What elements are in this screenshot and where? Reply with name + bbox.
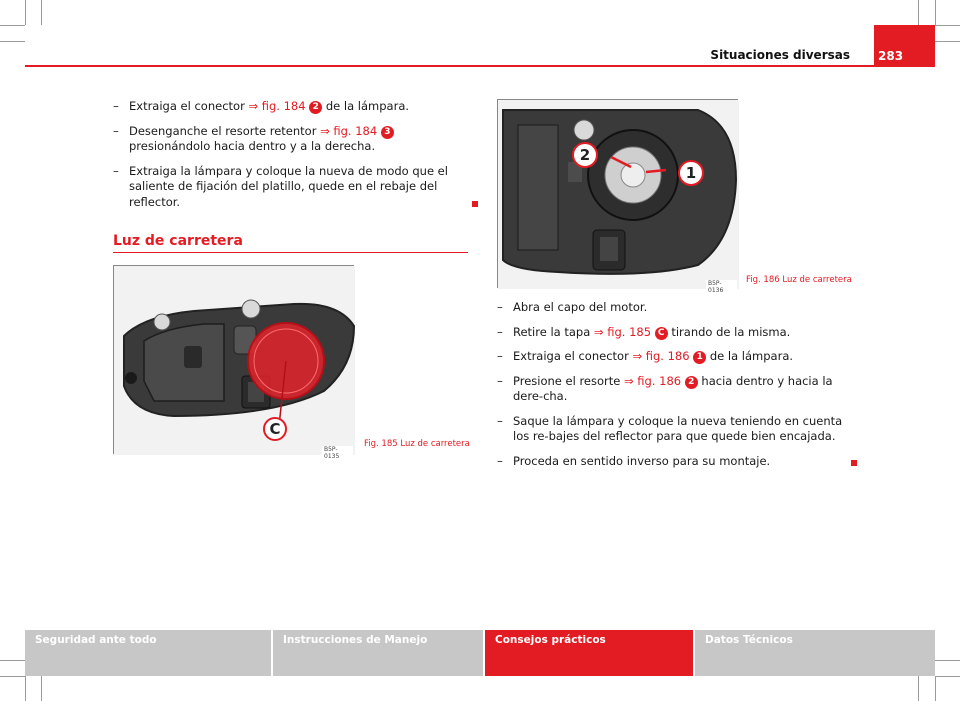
figure-185-image	[113, 265, 354, 460]
callout-1: 1	[678, 160, 704, 186]
headlamp-rear-illustration	[114, 266, 355, 455]
step-text: Retire la tapa	[513, 324, 594, 339]
dash-bullet: –	[497, 413, 503, 428]
crop-mark	[918, 0, 919, 25]
callout-marker: 1	[693, 351, 706, 364]
step-text: Extraiga el conector	[129, 99, 249, 113]
step-text: presionándolo hacia dentro y a la derecha.	[129, 139, 376, 153]
dash-bullet: –	[113, 99, 119, 113]
figure-reference-link[interactable]: ⇒ fig. 184	[248, 99, 306, 113]
step-item	[497, 325, 857, 341]
step-text: de la lámpara.	[706, 349, 794, 363]
callout-2: 2	[572, 142, 598, 168]
dash-bullet: –	[497, 349, 503, 363]
crop-mark	[0, 676, 25, 677]
crop-mark	[41, 0, 42, 25]
footer-tab-seguridad[interactable]: Seguridad ante todo	[25, 630, 271, 676]
step-item	[497, 454, 857, 470]
figure-reference-link[interactable]: ⇒ fig. 186	[624, 373, 682, 388]
crop-mark	[935, 676, 960, 677]
right-steps	[497, 300, 857, 478]
dash-bullet: –	[497, 300, 503, 314]
step-text: Desenganche el resorte retentor	[129, 123, 321, 138]
crop-mark	[41, 676, 42, 701]
step-item	[497, 414, 857, 445]
header-rule	[25, 65, 935, 67]
dash-bullet: –	[113, 163, 119, 178]
end-of-section-mark	[851, 460, 857, 466]
crop-mark	[935, 676, 936, 701]
dash-bullet: –	[113, 123, 119, 138]
running-header: Situaciones diversas	[710, 48, 850, 62]
left-steps	[113, 99, 478, 219]
step-text: Proceda en sentido inverso para su montaje.	[513, 453, 771, 468]
crop-mark	[935, 25, 960, 26]
step-text: Presione el resorte	[513, 373, 624, 388]
callout-marker: C	[655, 327, 668, 340]
step-item	[497, 374, 857, 405]
crop-mark	[935, 660, 960, 661]
figure-186-image	[497, 99, 738, 294]
figure-reference-link[interactable]: ⇒ fig. 186	[632, 349, 690, 363]
callout-marker: 2	[685, 376, 698, 389]
crop-mark	[0, 660, 25, 661]
page-number-tab	[874, 25, 935, 67]
footer-tab-consejos[interactable]: Consejos prácticos	[485, 630, 693, 676]
step-text: Extraiga el conector	[513, 349, 633, 363]
crop-mark	[935, 41, 960, 42]
dash-bullet: –	[497, 453, 503, 468]
callout-marker: 2	[309, 101, 322, 114]
figure-reference-link[interactable]: ⇒ fig. 185	[593, 324, 652, 339]
footer-tab-datos[interactable]: Datos Técnicos	[695, 630, 935, 676]
step-text: Extraiga la lámpara y coloque la nueva de modo que el saliente de fijación del platillo, quede en el rebaje del reflector.	[129, 163, 448, 209]
section-heading: Luz de carretera	[113, 233, 468, 253]
headlamp-bulb-illustration	[498, 100, 739, 289]
step-text: tirando de la misma.	[667, 324, 791, 339]
figure-code: B5P-0136	[706, 280, 737, 294]
crop-mark	[935, 0, 936, 25]
step-text: de la lámpara.	[322, 99, 410, 113]
step-text: hacia dentro y hacia la dere-cha.	[513, 373, 833, 403]
step-text: Abra el capo del motor.	[513, 300, 648, 314]
crop-mark	[25, 0, 26, 25]
callout-marker: 3	[381, 126, 394, 139]
crop-mark	[25, 676, 26, 701]
footer-tab-instrucciones[interactable]: Instrucciones de Manejo	[273, 630, 483, 676]
dash-bullet: –	[497, 324, 503, 339]
step-item	[497, 300, 857, 316]
end-of-section-mark	[472, 201, 478, 207]
crop-mark	[0, 41, 25, 42]
step-text: Saque la lámpara y coloque la nueva teniendo en cuenta los re-bajes del reflector para que quede bien encajada.	[513, 413, 843, 443]
callout-c: C	[263, 417, 287, 441]
crop-mark	[0, 25, 25, 26]
figure-185-caption: Fig. 185 Luz de carretera	[364, 439, 470, 449]
page-number: 283	[878, 49, 904, 63]
figure-reference-link[interactable]: ⇒ fig. 184	[320, 123, 378, 138]
step-item	[113, 99, 478, 115]
dash-bullet: –	[497, 373, 503, 388]
figure-186-caption: Fig. 186 Luz de carretera	[746, 275, 852, 285]
step-item	[113, 124, 478, 155]
step-item	[113, 164, 478, 211]
figure-code: B5P-0135	[322, 446, 353, 460]
step-item	[497, 349, 857, 365]
crop-mark	[918, 676, 919, 701]
